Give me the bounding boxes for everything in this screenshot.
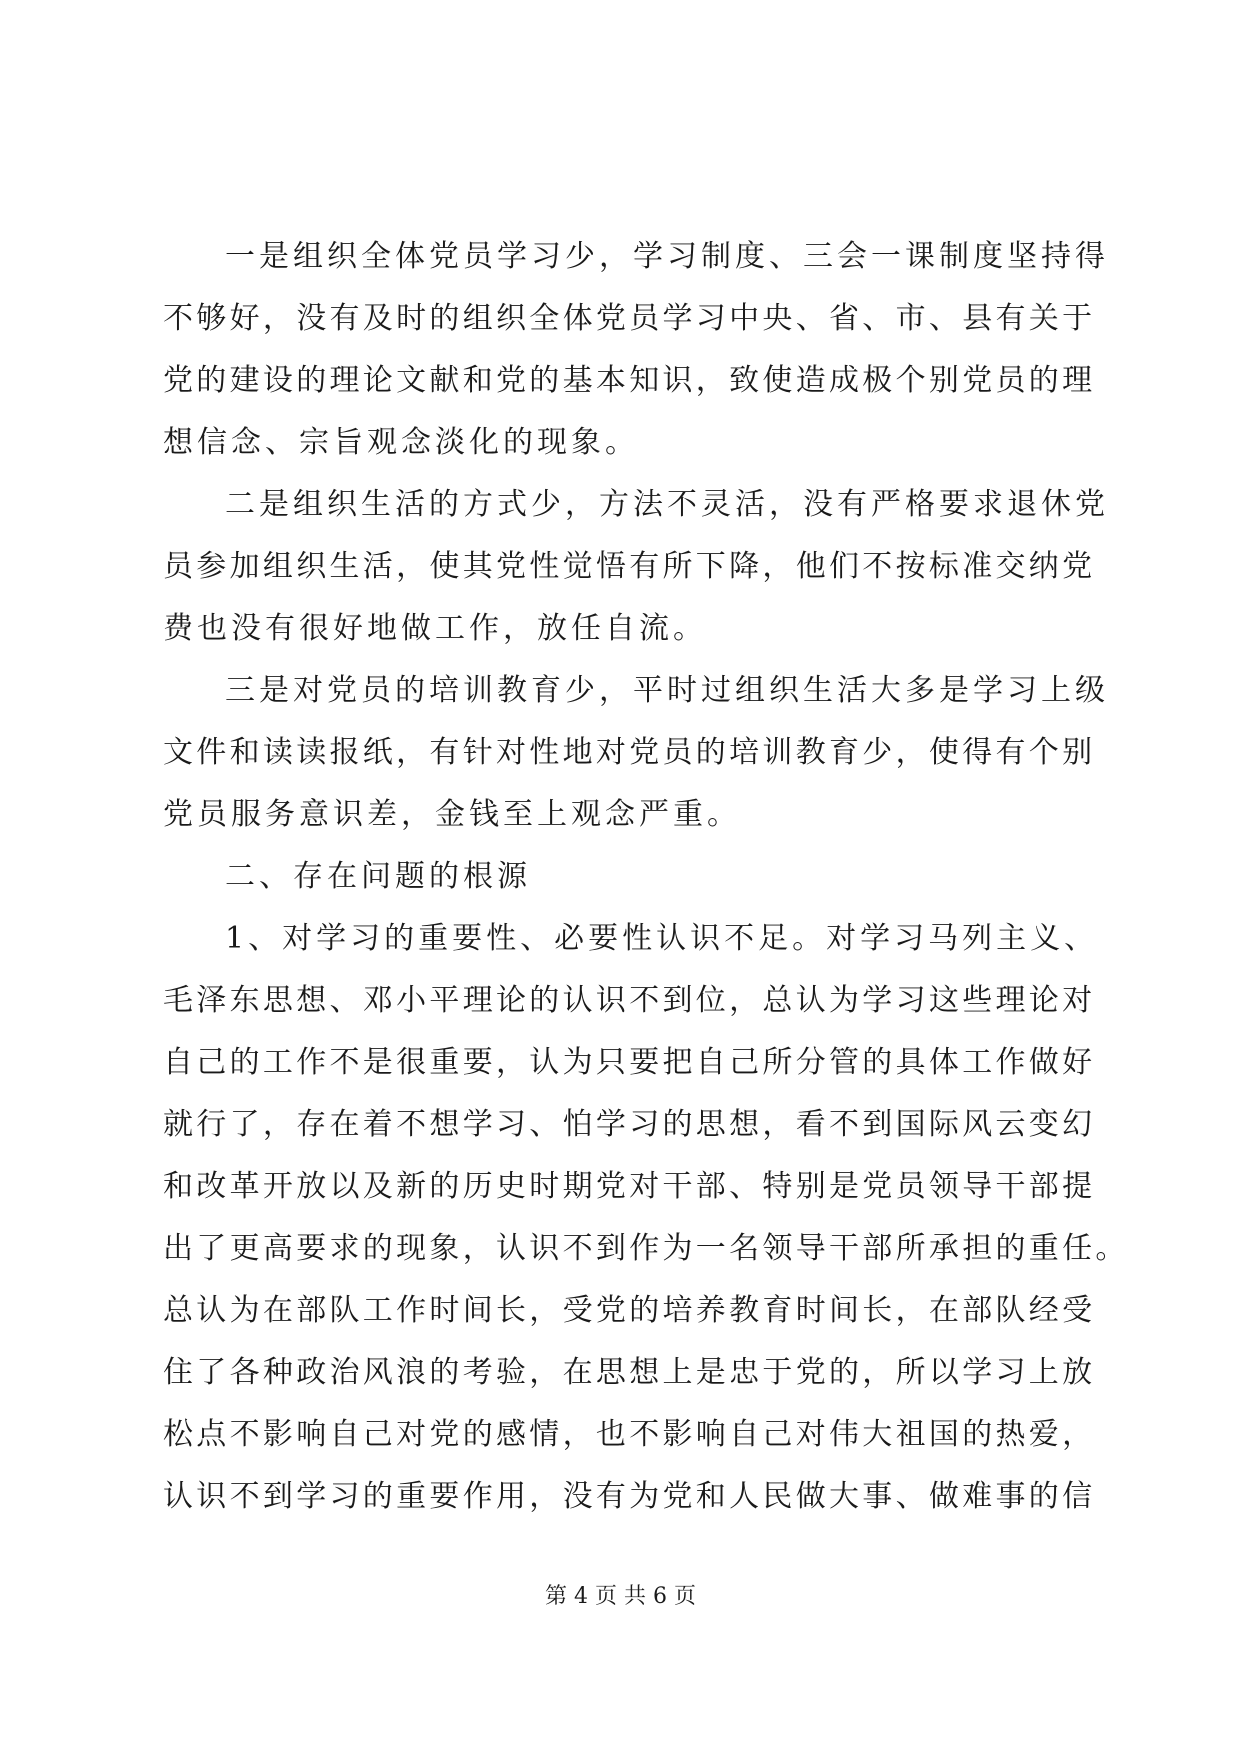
section-heading: 二、存在问题的根源 (225, 859, 531, 894)
page-number-footer: 第 4 页 共 6 页 (545, 1584, 696, 1609)
paragraph-4-line-9: 松点不影响自己对党的感情，也不影响自己对伟大祖国的热爱， (163, 1417, 1096, 1452)
paragraph-2-line-2: 员参加组织生活，使其党性觉悟有所下降，他们不按标准交纳党 (163, 549, 1096, 584)
paragraph-1-line-3: 党的建设的理论文献和党的基本知识，致使造成极个别党员的理 (163, 363, 1096, 398)
paragraph-4-line-5: 和改革开放以及新的历史时期党对干部、特别是党员领导干部提 (163, 1169, 1096, 1204)
document-body (163, 226, 1129, 1528)
paragraph-4-line-10: 认识不到学习的重要作用，没有为党和人民做大事、做难事的信 (163, 1479, 1096, 1514)
paragraph-1-line-1: 一是组织全体党员学习少，学习制度、三会一课制度坚持得 (225, 239, 1109, 274)
paragraph-1-line-4: 想信念、宗旨观念淡化的现象。 (163, 425, 639, 460)
paragraph-1-line-2: 不够好，没有及时的组织全体党员学习中央、省、市、县有关于 (163, 301, 1096, 336)
paragraph-3-line-2: 文件和读读报纸，有针对性地对党员的培训教育少，使得有个别 (163, 735, 1096, 770)
paragraph-3-line-1: 三是对党员的培训教育少，平时过组织生活大多是学习上级 (225, 673, 1109, 708)
paragraph-4-line-2: 毛泽东思想、邓小平理论的认识不到位，总认为学习这些理论对 (163, 983, 1096, 1018)
paragraph-4-line-7: 总认为在部队工作时间长，受党的培养教育时间长，在部队经受 (163, 1293, 1096, 1328)
paragraph-2-line-1: 二是组织生活的方式少，方法不灵活，没有严格要求退休党 (225, 487, 1109, 522)
paragraph-4-line-6: 出了更高要求的现象，认识不到作为一名领导干部所承担的重任。 (163, 1231, 1129, 1266)
paragraph-4-line-8: 住了各种政治风浪的考验，在思想上是忠于党的，所以学习上放 (163, 1355, 1096, 1390)
paragraph-2-line-3: 费也没有很好地做工作，放任自流。 (163, 611, 707, 646)
paragraph-4-line-4: 就行了，存在着不想学习、怕学习的思想，看不到国际风云变幻 (163, 1107, 1096, 1142)
paragraph-4-line-3: 自己的工作不是很重要，认为只要把自己所分管的具体工作做好 (163, 1045, 1096, 1080)
paragraph-4-line-1: 1、对学习的重要性、必要性认识不足。对学习马列主义、 (225, 921, 1099, 956)
paragraph-3-line-3: 党员服务意识差，金钱至上观念严重。 (163, 797, 741, 832)
